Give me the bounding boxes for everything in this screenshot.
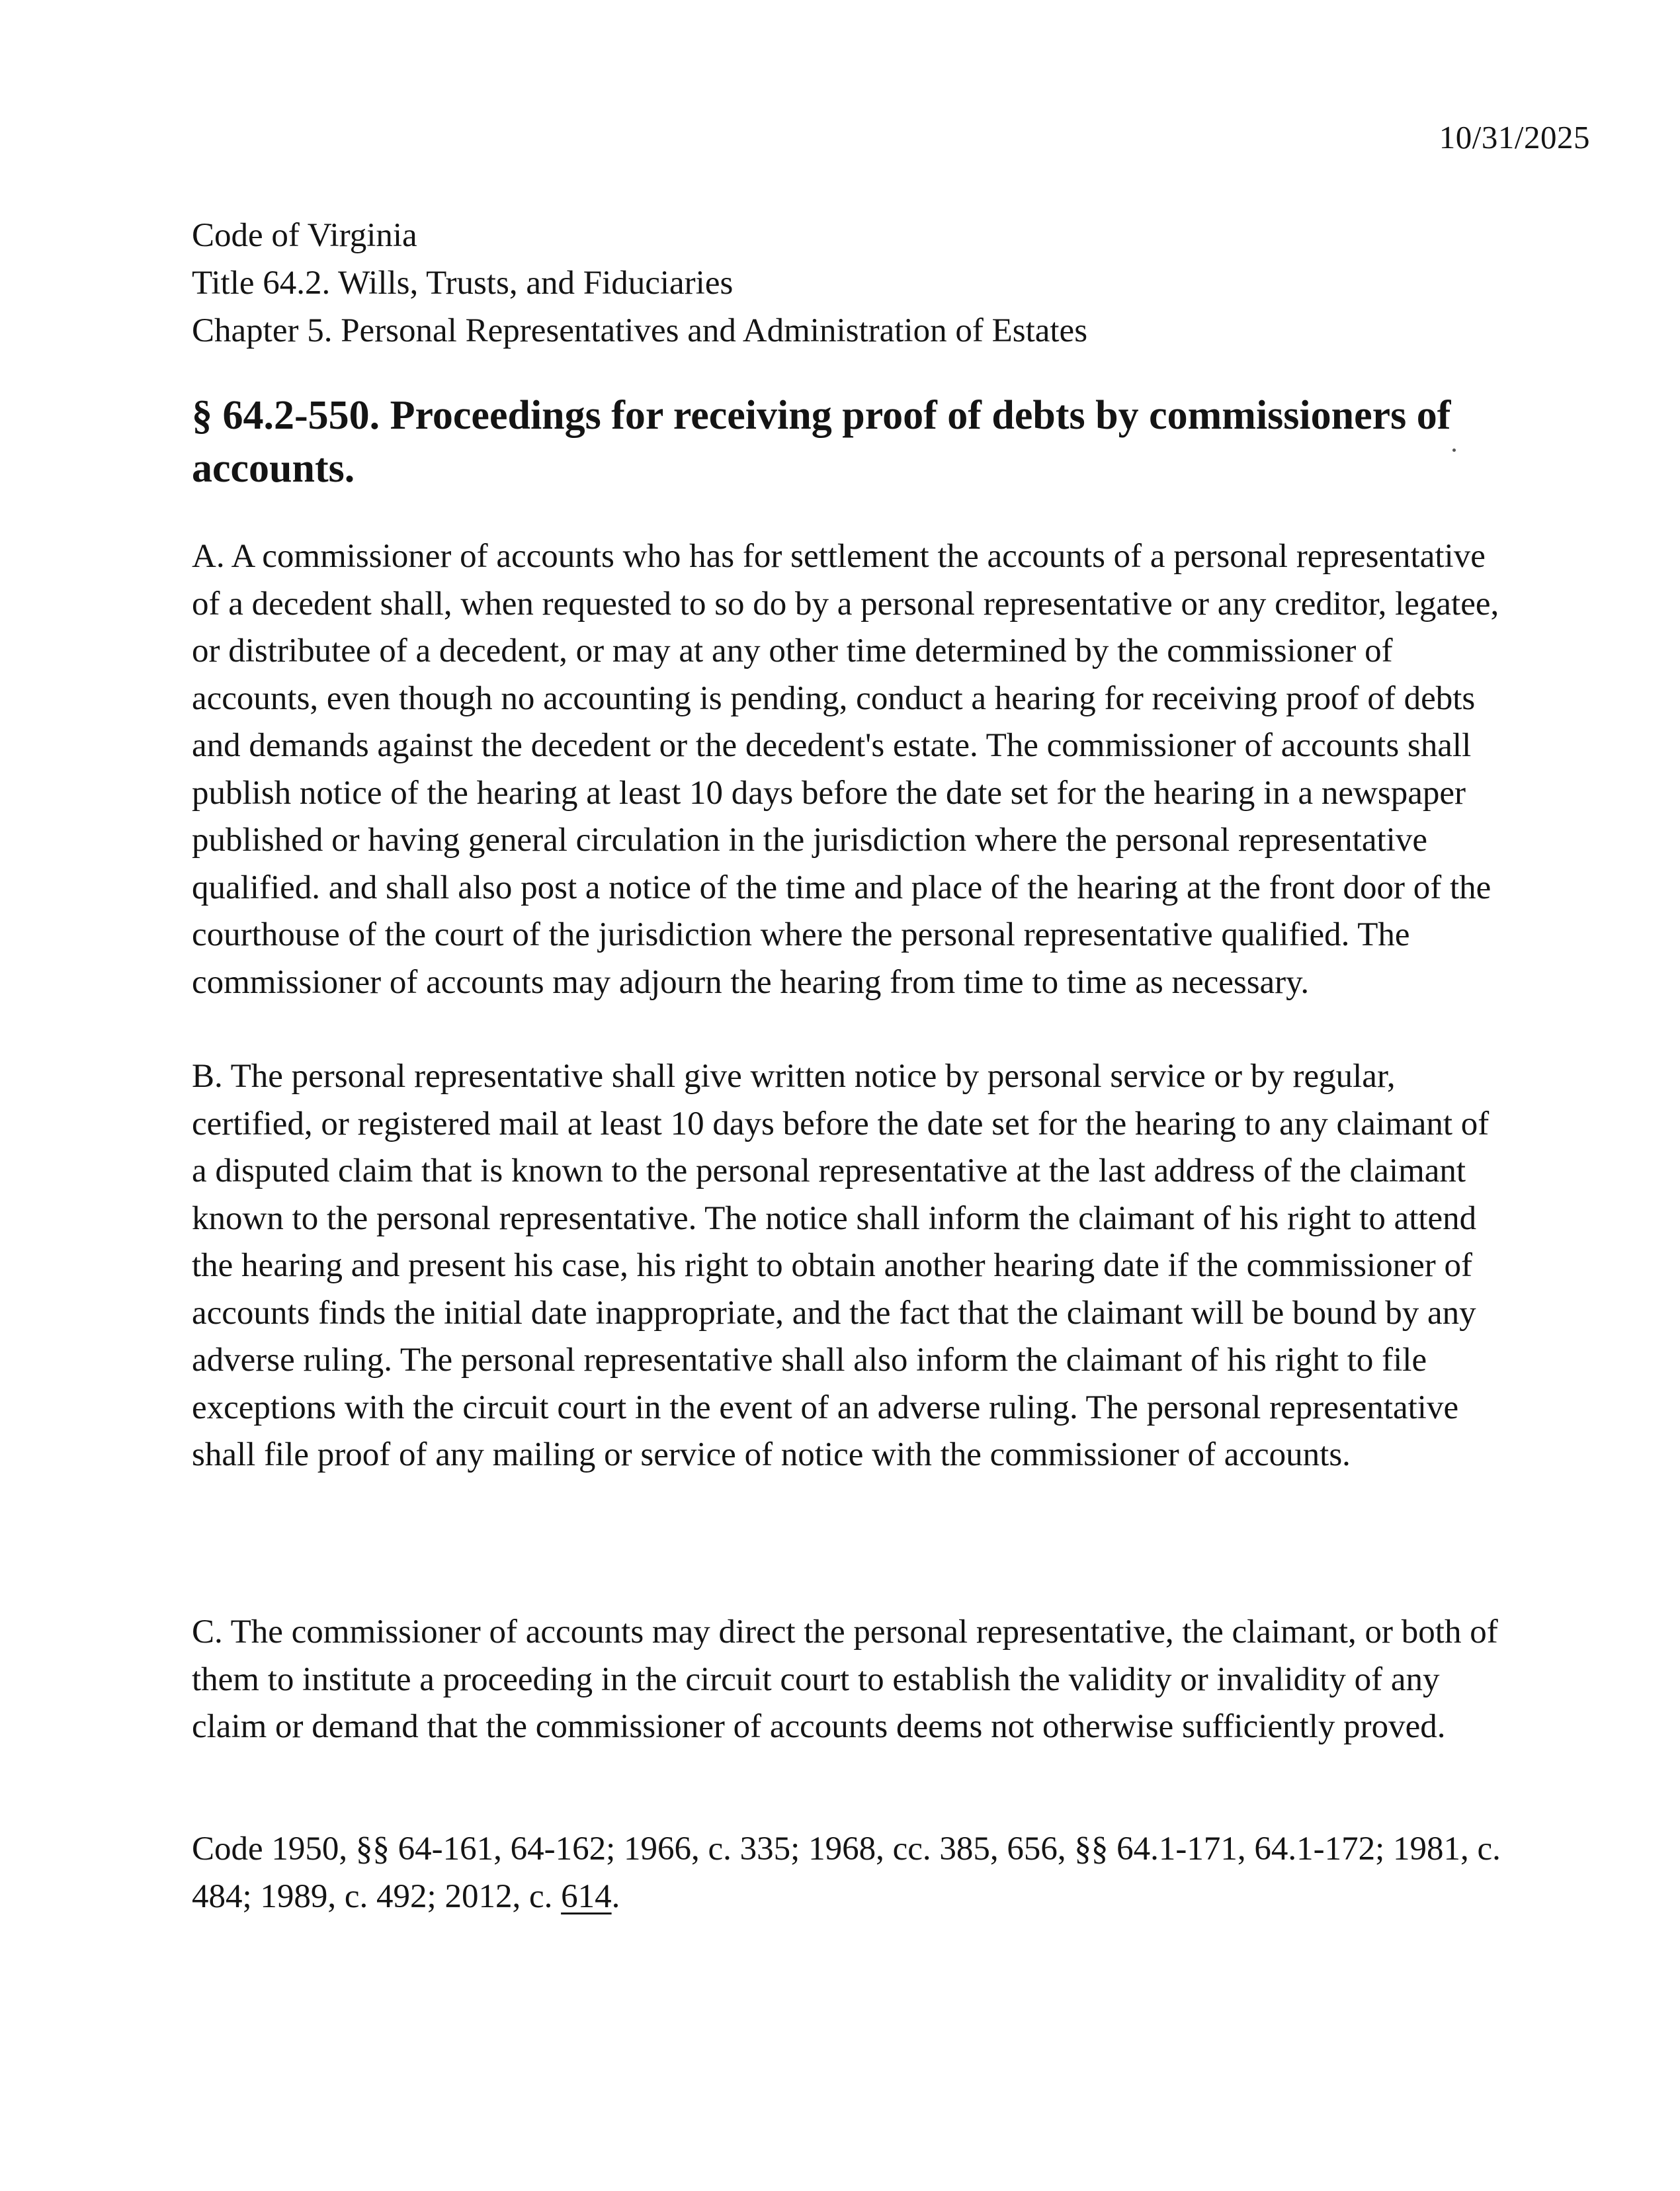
breadcrumb-code: Code of Virginia [192, 217, 417, 254]
chapter-614-link[interactable]: 614 [561, 1877, 612, 1915]
breadcrumb [192, 212, 1515, 355]
history-text: Code 1950, §§ 64-161, 64-162; 1966, c. 335; 1968, cc. 385, 656, §§ 64.1-171, 64.1-172; 1981, c. 484; 1989, c. 492; 2012, c. [192, 1830, 1501, 1915]
scan-speck [1452, 449, 1456, 452]
history-note [192, 1826, 1508, 1920]
print-date: 10/31/2025 [1439, 119, 1590, 155]
breadcrumb-title: Title 64.2. Wills, Trusts, and Fiduciaries [192, 265, 734, 302]
history-trailing: . [611, 1877, 620, 1915]
breadcrumb-chapter: Chapter 5. Personal Representatives and Administration of Estates [192, 312, 1088, 349]
paragraph-a: A. A commissioner of accounts who has for settlement the accounts of a personal representative of a decedent shall, when requested to so do by a personal representative or any creditor, legatee, or distributee of a decedent, or may at any other time determined by the commissioner of accounts, even though no accounting is pending, conduct a hearing for receiving proof of debts and demands against the decedent or the decedent's estate. The commissioner of accounts shall publish notice of the hearing at least 10 days before the date set for the hearing in a newspaper published or having general circulation in the jurisdiction where the personal representative qualified. and shall also post a notice of the time and place of the hearing at the front door of the courthouse of the court of the jurisdiction where the personal representative qualified. The commissioner of accounts may adjourn the hearing from time to time as necessary. [192, 538, 1499, 1001]
paragraph-b: B. The personal representative shall give written notice by personal service or by regular, certified, or registered mail at least 10 days before the date set for the hearing to any claimant of a disputed claim that is known to the personal representative at the last address of the claimant known to the personal representative. The notice shall inform the claimant of his right to attend the hearing and present his case, his right to obtain another hearing date if the commissioner of accounts finds the initial date inappropriate, and the fact that the claimant will be bound by any adverse ruling. The personal representative shall also inform the claimant of his right to file exceptions with the circuit court in the event of an adverse ruling. The personal representative shall file proof of any mailing or service of notice with the commissioner of accounts. [192, 1058, 1490, 1473]
paragraph-c: C. The commissioner of accounts may direct the personal representative, the claimant, or both of them to institute a proceeding in the circuit court to establish the validity or invalidity of any claim or demand that the commissioner of accounts deems not otherwise sufficiently proved. [192, 1613, 1498, 1745]
section-heading: § 64.2-550. Proceedings for receiving proof of debts by commissioners of accounts. [192, 393, 1451, 491]
